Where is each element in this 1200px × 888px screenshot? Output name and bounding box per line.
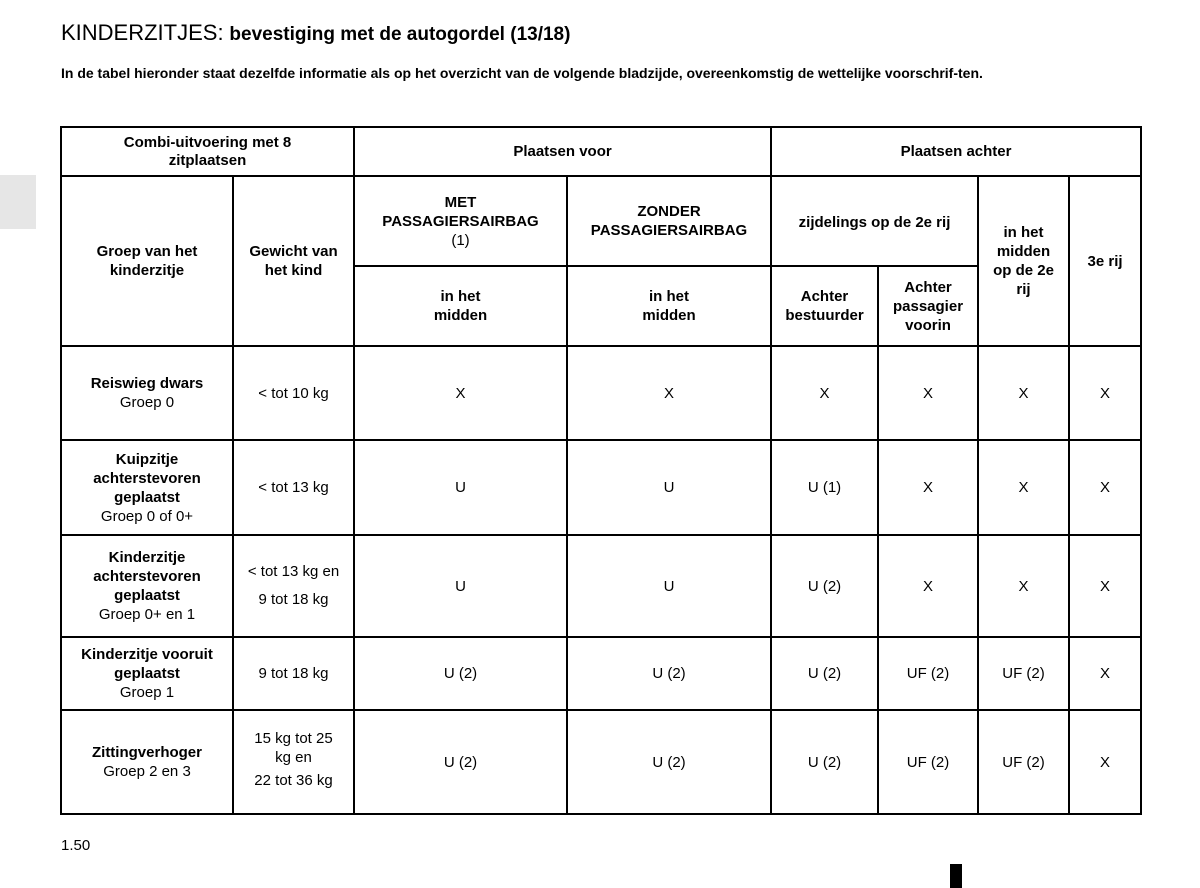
cell-front-middle-airbag: X [354, 346, 567, 440]
cell-front-middle-airbag: U [354, 440, 567, 535]
cell-front-middle-no-airbag: U (2) [567, 637, 771, 710]
seat-type-group: Groep 1 [119, 684, 175, 701]
seat-type-group: Groep 0 of 0+ [100, 507, 194, 525]
weight-cell [233, 535, 354, 637]
table-row [61, 637, 1141, 710]
header-without-airbag: ZONDER PASSAGIERSAIRBAG [567, 176, 771, 266]
header-middle-with-airbag: in het midden [354, 266, 567, 346]
table-row [61, 710, 1141, 814]
weight-cell [233, 710, 354, 814]
header-behind-driver: Achter bestuurder [771, 266, 878, 346]
weight-line: 22 tot 36 kg [254, 772, 333, 789]
table-row [61, 440, 1141, 535]
page-number: 1.50 [61, 837, 91, 854]
cell-rear-behind-driver: U (2) [771, 535, 878, 637]
seat-type-group: Groep 2 en 3 [103, 763, 191, 780]
cell-rear-middle-row2: UF (2) [978, 710, 1069, 814]
seat-type-name: Reiswieg dwars [90, 375, 204, 392]
child-seat-table [60, 126, 1142, 815]
cell-rear-middle-row2: X [978, 346, 1069, 440]
seat-type-cell [61, 535, 233, 637]
header-behind-passenger: Achter passagier voorin [878, 266, 978, 346]
cell-row3: X [1069, 535, 1141, 637]
header-group: Groep van het kinderzitje [61, 176, 233, 346]
weight-line: 15 kg tot 25 kg en [254, 730, 333, 766]
header-front-seats: Plaatsen voor [354, 127, 771, 176]
cell-row3: X [1069, 346, 1141, 440]
cell-rear-behind-driver: U (2) [771, 637, 878, 710]
header-with-airbag-title: MET PASSAGIERSAIRBAG [382, 193, 539, 230]
seat-type-name: Kinderzitje vooruit geplaatst [81, 646, 213, 682]
cell-front-middle-no-airbag: X [567, 346, 771, 440]
cell-row3: X [1069, 637, 1141, 710]
cell-front-middle-airbag: U (2) [354, 710, 567, 814]
header-middle-row2: in het midden op de 2e rij [978, 176, 1069, 346]
page-marker [950, 864, 962, 888]
cell-rear-behind-driver: U (2) [771, 710, 878, 814]
weight-cell: < tot 13 kg [233, 440, 354, 535]
table-row [61, 535, 1141, 637]
header-middle-without-airbag: in het midden [567, 266, 771, 346]
section-tab [0, 175, 36, 229]
cell-rear-middle-row2: X [978, 440, 1069, 535]
cell-rear-behind-driver: U (1) [771, 440, 878, 535]
cell-rear-behind-passenger: UF (2) [878, 637, 978, 710]
cell-front-middle-no-airbag: U [567, 440, 771, 535]
header-with-airbag-note: (1) [451, 231, 470, 249]
header-rear-seats: Plaatsen achter [771, 127, 1141, 176]
header-with-airbag [354, 176, 567, 266]
seat-type-cell [61, 440, 233, 535]
seat-type-name: Kinderzitje achterstevoren geplaatst [93, 549, 201, 604]
weight-line: 9 tot 18 kg [258, 591, 329, 608]
cell-front-middle-no-airbag: U [567, 535, 771, 637]
cell-rear-middle-row2: X [978, 535, 1069, 637]
cell-row3: X [1069, 440, 1141, 535]
title-sub: bevestiging met de autogordel (13/18) [229, 24, 571, 45]
weight-cell: 9 tot 18 kg [233, 637, 354, 710]
cell-rear-middle-row2: UF (2) [978, 637, 1069, 710]
header-row3: 3e rij [1069, 176, 1141, 346]
weight-cell: < tot 10 kg [233, 346, 354, 440]
cell-front-middle-airbag: U (2) [354, 637, 567, 710]
title-main: KINDERZITJES: [61, 20, 224, 45]
seat-type-group: Groep 0 [119, 394, 175, 411]
weight-line: < tot 13 kg en [247, 563, 340, 580]
seat-type-group: Groep 0+ en 1 [98, 606, 196, 623]
cell-front-middle-airbag: U [354, 535, 567, 637]
seat-type-cell [61, 637, 233, 710]
cell-rear-behind-passenger: X [878, 535, 978, 637]
cell-rear-behind-driver: X [771, 346, 878, 440]
seat-type-cell [61, 346, 233, 440]
header-weight: Gewicht van het kind [233, 176, 354, 346]
cell-front-middle-no-airbag: U (2) [567, 710, 771, 814]
intro-text: In de tabel hieronder staat dezelfde informatie als op het overzicht van de volgende bladzijde, overeenkomstig de wettelijke voorschrif-ten. [61, 65, 983, 81]
seat-type-name: Zittingverhoger [91, 744, 202, 761]
seat-type-cell [61, 710, 233, 814]
table-row [61, 346, 1141, 440]
page-title [61, 20, 570, 46]
cell-rear-behind-passenger: X [878, 440, 978, 535]
cell-rear-behind-passenger: UF (2) [878, 710, 978, 814]
cell-rear-behind-passenger: X [878, 346, 978, 440]
header-side-row2: zijdelings op de 2e rij [771, 176, 978, 266]
header-combi: Combi-uitvoering met 8 zitplaatsen [61, 127, 354, 176]
cell-row3: X [1069, 710, 1141, 814]
seat-type-name: Kuipzitje achterstevoren geplaatst [93, 450, 201, 506]
